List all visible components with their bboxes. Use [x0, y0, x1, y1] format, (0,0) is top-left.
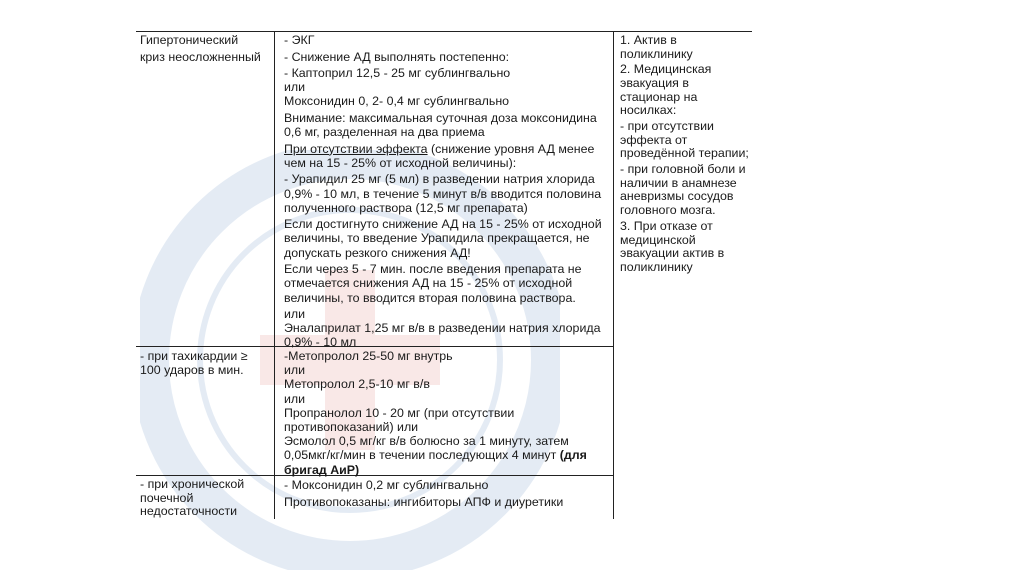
treatment-line: Метопролол 2,5-10 мг в/в — [284, 377, 430, 392]
treatment-line: При отсутствии эффекта (снижение уровня АД менее — [284, 141, 595, 156]
action-line: медицинской — [620, 232, 696, 247]
treatment-line: 0,6 мг, разделенная на два приема — [284, 125, 485, 140]
action-line: - при головной боли и — [620, 162, 746, 177]
condition-text: недостаточности — [140, 504, 238, 518]
brigade-note: (для — [559, 448, 587, 463]
treatment-line: - Урапидил 25 мг (5 мл) в разведении натрия хлорида — [284, 172, 595, 187]
treatment-line: величины, то вводится вторая половина раствора. — [284, 290, 576, 305]
treatment-line: или — [284, 80, 306, 95]
table-cell-actions — [620, 34, 755, 274]
treatment-line: Если достигнуто снижение АД на 15 - 25% от исходной — [284, 217, 602, 232]
condition-text: Гипертонический — [140, 33, 239, 47]
treatment-line: - Каптоприл 12,5 - 25 мг сублингвально — [284, 66, 511, 80]
action-line: головного мозга. — [620, 203, 716, 218]
treatment-line: отмечается снижения АД на 15 - 25% от исходной — [284, 276, 573, 291]
treatment-line: противопоказаний) или — [284, 420, 419, 435]
table-cell-treatment-3 — [284, 478, 610, 510]
treatment-line: или — [284, 363, 306, 378]
table-cell-condition-3 — [140, 478, 270, 519]
table-cell-treatment-1 — [284, 33, 610, 350]
condition-text: - при хронической — [140, 477, 245, 491]
treatment-line: Если через 5 - 7 мин. после введения препарата не — [284, 262, 582, 277]
action-line: - при отсутствии — [620, 119, 714, 134]
condition-text: криз неосложненный — [140, 49, 261, 64]
no-effect-heading: При отсутствии эффекта — [284, 141, 428, 156]
condition-text: - при тахикардии ≥ — [140, 349, 248, 363]
action-line: проведённой терапии; — [620, 146, 749, 161]
action-line: наличии в анамнезе — [620, 175, 737, 190]
action-line: 3. При отказе от — [620, 218, 713, 233]
condition-text: 100 ударов в мин. — [140, 363, 244, 378]
treatment-line: -Метопролол 25-50 мг внутрь — [284, 349, 453, 363]
table-cell-condition-2 — [140, 349, 270, 377]
treatment-line: 0,9% - 10 мл, в течение 5 минут в/в вводится половина — [284, 186, 602, 201]
treatment-line: допускать резкого снижения АД! — [284, 245, 471, 260]
action-line: эффекта от — [620, 132, 688, 147]
action-line: эвакуации актив в — [620, 246, 725, 261]
treatment-line: полученного раствора (12,5 мг препарата) — [284, 200, 528, 215]
action-line: поликлинику — [620, 46, 693, 61]
treatment-line: Пропранолол 10 - 20 мг (при отсутствии — [284, 405, 515, 420]
action-line: поликлинику — [620, 259, 693, 274]
treatment-line: или — [284, 307, 306, 322]
column-divider-2 — [613, 31, 614, 519]
treatment-line: Эсмолол 0,5 мг/кг в/в болюсно за 1 минуту, затем — [284, 434, 569, 449]
treatment-line: 0,9% - 10 мл — [284, 335, 357, 350]
treatment-line: Внимание: максимальная суточная доза моксонидина — [284, 110, 597, 125]
treatment-line: или — [284, 391, 306, 406]
table-cell-treatment-2 — [284, 349, 610, 477]
condition-text: почечной — [140, 490, 194, 505]
treatment-line: - ЭКГ — [284, 33, 315, 47]
treatment-line: величины, то введение Урапидила прекращается, не — [284, 231, 590, 246]
action-line: носилках: — [620, 103, 677, 118]
column-divider-1 — [274, 31, 275, 519]
action-line: аневризмы сосудов — [620, 189, 734, 204]
treatment-line: Моксонидин 0, 2- 0,4 мг сублингвально — [284, 94, 510, 109]
treatment-line: Противопоказаны: ингибиторы АПФ и диуретики — [284, 495, 564, 510]
treatment-line: Эналаприлат 1,25 мг в/в в разведении натрия хлорида — [284, 321, 601, 336]
action-line: 2. Медицинская — [620, 62, 712, 77]
action-line: эвакуация в — [620, 76, 689, 91]
treatment-line: - Снижение АД выполнять постепенно: — [284, 49, 510, 64]
treatment-line: 0,05мкг/кг/мин в течении последующих 4 минут (для — [284, 448, 587, 463]
action-line: 1. Актив в — [620, 33, 677, 47]
table-cell-condition-1 — [140, 32, 270, 65]
treatment-line: чем на 15 - 25% от исходной величины): — [284, 155, 517, 170]
action-line: стационар на — [620, 89, 698, 104]
brigade-note: бригад АиР) — [284, 462, 360, 477]
treatment-line: - Моксонидин 0,2 мг сублингвально — [284, 478, 489, 492]
